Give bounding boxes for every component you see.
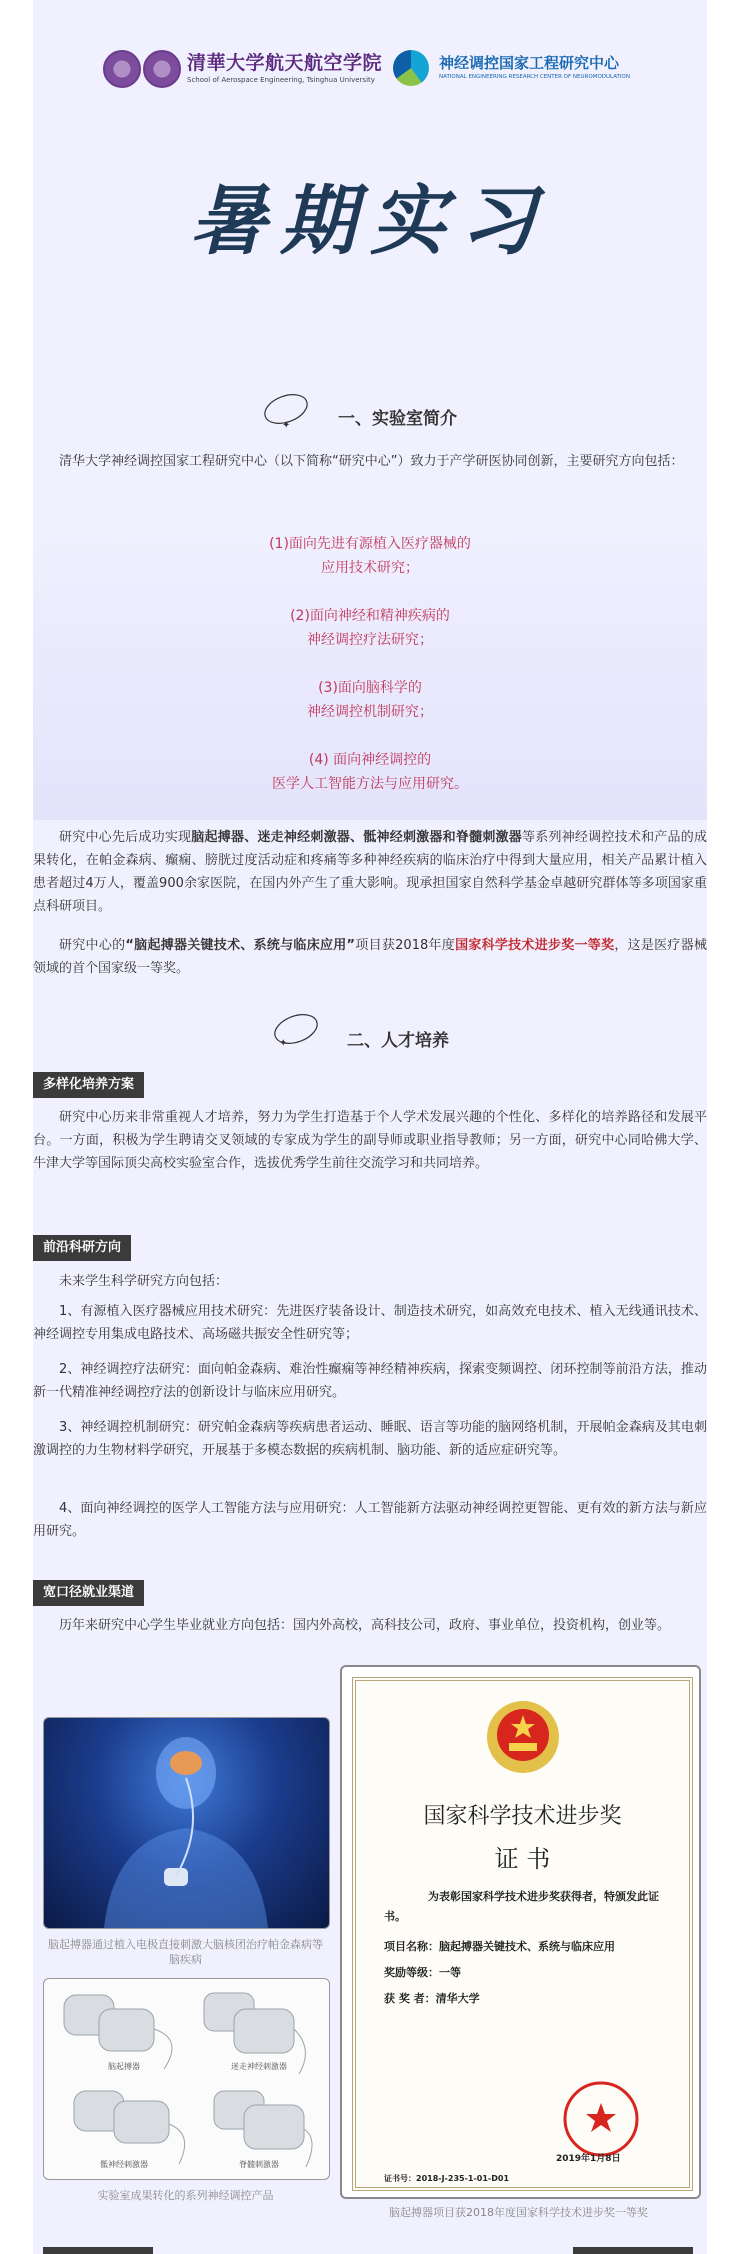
caption-products: 实验室成果转化的系列神经调控产品: [97, 2189, 274, 2202]
diverse-training-text: 研究中心历来非常重视人才培养，努力为学生打造基于个人学术发展兴趣的个性化、多样化的培养路径和发展平台。一方面，积极为学生聘请交叉领域的专家成为学生的副导师或职业指导教师；另一方面，研究中心同哈佛大学、牛津大学等国际顶尖高校实验室合作，选拔优秀学生前往交流学习和共同培养。: [33, 1110, 707, 1171]
svg-text:✦: ✦: [279, 1038, 288, 1049]
section2-heading: [33, 1010, 707, 1060]
tag-career-channels: 宽口径就业渠道: [33, 1580, 144, 1606]
nercn-name-en: NATIONAL ENGINEERING RESEARCH CENTER OF NEUROMODULATION: [439, 74, 630, 80]
svg-text:✦: ✦: [282, 420, 291, 430]
direction-line: 医学人工智能方法与应用研究。: [272, 776, 468, 792]
frontier-item: 2、神经调控疗法研究：面向帕金森病、难治性癫痫等神经精神疾病，探索变频调控、闭环控制等前沿方法，推动新一代精准神经调控疗法的创新设计与临床应用研究。: [33, 1362, 707, 1400]
direction-line: 神经调控疗法研究；: [307, 632, 433, 648]
direction-line: (4) 面向神经调控的: [308, 752, 432, 768]
device-label: 迷走神经刺激器: [231, 2062, 287, 2071]
direction-item: [33, 604, 707, 652]
caption-certificate: 脑起搏器项目获2018年度国家科学技术进步奖一等奖: [389, 2206, 648, 2219]
section1-intro: 清华大学神经调控国家工程研究中心（以下简称“研究中心”）致力于产学研医协同创新，主要研究方向包括：: [59, 454, 684, 469]
section1-achievements: [33, 826, 707, 918]
project-bold: “脑起搏器关键技术、系统与临床应用”: [125, 938, 356, 953]
page-title: 暑期实习: [190, 176, 550, 265]
thu-seal-icon: [103, 50, 141, 88]
field-label: 获 奖 者：: [384, 1992, 436, 2005]
certificate-border: [352, 1677, 693, 2191]
official-stamp-icon: [561, 2079, 641, 2159]
ellipse-ornament-icon: [261, 390, 311, 430]
field-value: 一等: [439, 1966, 461, 1979]
brain-pacemaker-photo: [43, 1717, 330, 1929]
national-emblem-icon: [483, 1697, 563, 1777]
direction-line: (1)面向先进有源植入医疗器械的: [269, 536, 471, 552]
device-label: 骶神经刺激器: [100, 2160, 148, 2169]
field-level: [384, 1963, 664, 1983]
award-certificate: [340, 1665, 701, 2199]
text-span: 等系列神经调控技术和产品的成果转化，在帕金森病、癫痫、膀胱过度活动症和疼痛等多种神经疾病的临床治疗中得到大量应用，相关产品累计植入患者超过4万人，覆盖900余家医院，在国内外产生了重大影响。现承担国家自然科学基金卓越研究群体等多项国家重点科研项目。: [33, 830, 707, 914]
frontier-item: 3、神经调控机制研究：研究帕金森病等疾病患者运动、睡眠、语言等功能的脑网络机制，开展帕金森病及其电刺激调控的力生物材料学研究，开展基于多模态数据的疾病机制、脑功能、新的适应症研究等。: [33, 1420, 707, 1458]
bottom-bar: [573, 2247, 693, 2254]
frontier-item: 4、面向神经调控的医学人工智能方法与应用研究：人工智能新方法驱动神经调控更智能、更有效的新方法与新应用研究。: [33, 1501, 707, 1539]
ellipse-ornament-icon: [271, 1010, 321, 1050]
text-span: ，这是医疗器械领域的首个国家级一等奖。: [33, 938, 707, 976]
direction-item: [33, 748, 707, 796]
thu-name-en: School of Aerospace Engineering, Tsinghua University: [187, 76, 375, 84]
direction-line: (3)面向脑科学的: [318, 680, 422, 696]
direction-item: [33, 532, 707, 580]
award-highlight: 国家科学技术进步奖一等奖: [455, 938, 615, 953]
nercn-name-cn: 神经调控国家工程研究中心: [439, 54, 620, 72]
frontier-intro: 未来学生科学研究方向包括：: [59, 1274, 229, 1289]
tag-diverse-training: 多样化培养方案: [33, 1072, 144, 1098]
text-span: 项目获2018年度: [355, 938, 456, 953]
section1-heading: [33, 390, 707, 440]
certificate-number: 证书号：2018-J-235-1-01-D01: [384, 2174, 510, 2183]
career-text: 历年来研究中心学生毕业就业方向包括：国内外高校，高科技公司，政府、事业单位，投资机构，创业等。: [59, 1618, 671, 1633]
direction-line: (2)面向神经和精神疾病的: [290, 608, 450, 624]
header-logos: [103, 50, 643, 100]
field-value: 脑起搏器关键技术、系统与临床应用: [439, 1940, 615, 1953]
field-label: 项目名称：: [384, 1940, 439, 1953]
field-winner: [384, 1989, 664, 2009]
text-span: 研究中心的: [59, 938, 126, 953]
certificate-fields: [384, 1937, 664, 2009]
caption-brain-pacemaker: 脑起搏器通过植入电极直接刺激大脑核团治疗帕金森病等脑疾病: [48, 1938, 323, 1966]
field-value: 清华大学: [435, 1992, 480, 2005]
device-label: 脑起搏器: [108, 2062, 140, 2071]
field-project: [384, 1937, 664, 1957]
device-label: 脊髓刺激器: [239, 2160, 279, 2169]
neuromodulation-products-photo: [43, 1978, 330, 2180]
section2-title: 二、人才培养: [347, 1031, 449, 1051]
certificate-body: 为表彰国家科学技术进步奖获得者，特颁发此证书。: [384, 1890, 659, 1923]
direction-item: [33, 676, 707, 724]
frontier-item: 1、有源植入医疗器械应用技术研究：先进医疗装备设计、制造技术研究，如高效充电技术、植入无线通讯技术、神经调控专用集成电路技术、高场磁共振安全性研究等；: [33, 1304, 707, 1342]
page: [33, 0, 707, 2254]
tag-frontier-research: 前沿科研方向: [33, 1235, 131, 1261]
certificate-date: 2019年1月8日: [556, 2154, 621, 2164]
body-illustration: [44, 1718, 329, 1928]
text-span: 研究中心先后成功实现: [59, 830, 192, 845]
certificate-title: 国家科学技术进步奖: [423, 1804, 622, 1829]
devices-illustration: [44, 1979, 329, 2179]
section1-title: 一、实验室简介: [338, 409, 457, 429]
section1-award: [33, 934, 707, 980]
thu-name-cn: 清華大学航天航空学院: [187, 52, 383, 74]
thu-emblem-icon: [143, 50, 181, 88]
field-label: 奖励等级：: [384, 1966, 439, 1979]
direction-line: 神经调控机制研究；: [307, 704, 433, 720]
nercn-logo-icon: [393, 50, 429, 86]
direction-line: 应用技术研究；: [321, 560, 419, 576]
products-bold: 脑起搏器、迷走神经刺激器、骶神经刺激器和脊髓刺激器: [191, 830, 523, 845]
research-directions: [33, 520, 707, 820]
bottom-bar: [43, 2247, 153, 2254]
certificate-subtitle: 证 书: [494, 1845, 551, 1873]
